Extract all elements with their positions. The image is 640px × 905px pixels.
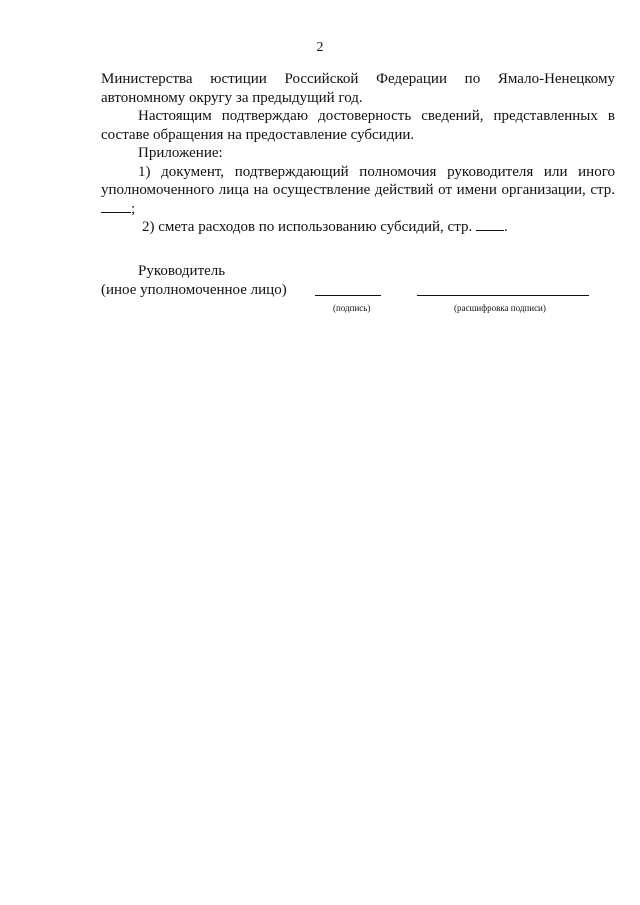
paragraph-ministry-word: Российской [284, 71, 359, 87]
paragraph-confirmation: Настоящим подтверждаю достоверность сведений, представленных в составе обращения на предоставление субсидии. [101, 108, 615, 143]
appendix-item-1 [101, 163, 615, 219]
appendix-item-1-end: ; [131, 200, 136, 217]
signatory-subtitle: (иное уполномоченное лицо) [101, 281, 287, 298]
signature-line [315, 295, 381, 296]
paragraph-ministry-word: Министерства [101, 71, 193, 87]
paragraph-ministry-line1 [101, 70, 615, 89]
page-blank-2 [476, 218, 504, 231]
appendix-item-2 [101, 218, 615, 237]
signatory-title: Руководитель [138, 263, 226, 279]
appendix-item-1-text: 1) документ, подтверждающий полномочия руководителя или иного уполномоченного лица на осуществление действий от имени организации, стр. [101, 163, 615, 198]
paragraph-ministry-word: Федерации [376, 71, 447, 87]
signature-block [101, 262, 621, 313]
appendix-item-2-text: 2) смета расходов по использованию субсидий, стр. [142, 219, 473, 235]
paragraph-ministry-word: Ямало-Ненецкому [497, 71, 616, 87]
paragraph-ministry-word: по [464, 71, 481, 87]
document-body [101, 70, 615, 237]
page-number: 2 [316, 40, 324, 55]
paragraph-ministry-line2: автономному округу за предыдущий год. [101, 89, 363, 106]
appendix-item-2-end: . [503, 219, 508, 235]
paragraph-ministry-word: юстиции [210, 71, 267, 87]
appendix-label: Приложение: [138, 145, 223, 161]
decoding-caption: (расшифровка подписи) [454, 303, 546, 313]
signature-caption: (подпись) [333, 303, 371, 313]
page-blank-1 [101, 200, 131, 213]
decoding-line [417, 295, 589, 296]
